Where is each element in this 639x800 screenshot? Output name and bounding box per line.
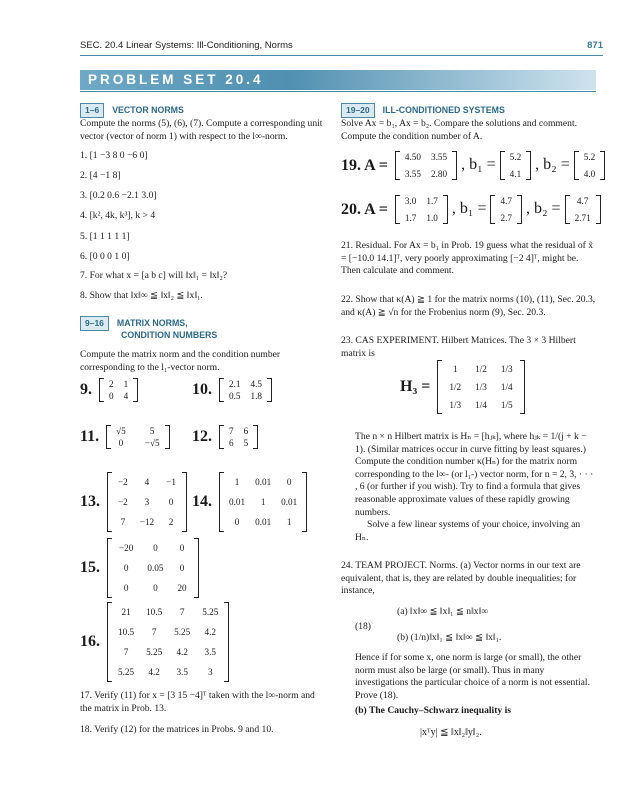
section-intro-matrix-norms: Compute the matrix norm and the condition number corresponding to the l₁-vector norm.	[80, 349, 281, 373]
problem-24-intro: 24. TEAM PROJECT. Norms. (a) Vector norms in our text are equivalent, that is, they are related by double inequalities; for instance,	[341, 560, 581, 597]
problem-8: 8. Show that ‖x‖∞ ≦ ‖x‖₂ ≦ ‖x‖₁.	[80, 290, 203, 301]
equation-18a: (a) ‖x‖∞ ≦ ‖x‖₁ ≦ n‖x‖∞	[397, 606, 489, 617]
vector-20-b2: 4.7 2.71	[565, 195, 601, 224]
problem-13: 13. −2 4 −1 −2 3 0 7 −12 2	[80, 472, 187, 532]
section-intro-vector-norms: Compute the norms (5), (6), (7). Compute a corresponding unit vector (vector of norm 1) with respect to the l∞-norm.	[80, 118, 323, 142]
problem-23-intro: 23. CAS EXPERIMENT. Hilbert Matrices. The 3 × 3 Hilbert matrix is	[341, 335, 576, 359]
problem-10: 10. 2.1 4.5 0.5 1.8	[192, 378, 272, 402]
problem-11: 11. √5 5 0 −√5	[80, 425, 170, 449]
problem-15: 15. −20 0 0 0 0.05 0 0 0 20	[80, 538, 199, 598]
matrix-12: 7 6 6 5	[219, 425, 258, 449]
equation-number: (18)	[355, 621, 371, 632]
hilbert-matrix: H₃ = 1 1/2 1/3 1/2 1/3 1/4 1/3 1/4 1/5	[400, 360, 525, 414]
problem-9: 9. 2 1 0 4	[80, 378, 138, 402]
header-section: SEC. 20.4 Linear Systems: Ill-Conditioning, Norms	[80, 40, 293, 51]
matrix-10: 2.1 4.5 0.5 1.8	[219, 378, 272, 402]
matrix-9: 2 1 0 4	[99, 378, 138, 402]
problem-2: 2. [4 −1 8]	[80, 170, 121, 181]
problem-4: 4. [k², 4k, k³], k > 4	[80, 210, 156, 221]
section-title-ill-conditioned: ILL-CONDITIONED SYSTEMS	[382, 105, 505, 115]
equation-18b: (b) (1/n)‖x‖₁ ≦ ‖x‖∞ ≦ ‖x‖₁.	[397, 632, 502, 643]
matrix-11: √5 5 0 −√5	[106, 425, 169, 449]
vector-20-b1: 4.7 2.7	[490, 195, 521, 224]
problem-24-body: Hence if for some x, one norm is large (or small), the other norm must also be large (or small). Thus in many investigations the particular choice of a norm is not essential. Prove (18).	[355, 652, 590, 701]
running-header	[80, 36, 603, 54]
vector-19-b2: 5.2 4.0	[574, 151, 605, 180]
section-range-9-16: 9–16	[80, 316, 109, 331]
matrix-14: 1 0.01 0 0.01 1 0.01 0 0.01 1	[219, 472, 307, 532]
cauchy-schwarz-equation: |xᵀy| ≦ ‖x‖₂‖y‖₂.	[420, 727, 482, 738]
problem-3: 3. [0.2 0.6 −2.1 3.0]	[80, 190, 157, 201]
problem-12: 12. 7 6 6 5	[192, 425, 258, 449]
problem-19: 19. A = 4.50 3.55 3.55 2.80 , b₁ = 5.2 4.1 , b₂ = 5.2 4.0	[341, 151, 605, 180]
matrix-H3: 1 1/2 1/3 1/2 1/3 1/4 1/3 1/4 1/5	[437, 360, 524, 414]
problem-5: 5. [1 1 1 1 1]	[80, 231, 130, 242]
problem-17: 17. Verify (11) for x = [3 15 −4]ᵀ taken with the l∞-norm and the matrix in Prob. 13.	[80, 690, 315, 714]
section-title-condition-numbers: CONDITION NUMBERS	[121, 330, 218, 340]
problem-set-banner	[80, 70, 596, 90]
matrix-15: −20 0 0 0 0.05 0 0 0 20	[107, 538, 199, 598]
matrix-16: 21 10.5 7 5.25 10.5 7 5.25 4.2 7 5.25 4.2 3.5 5.25 4.2 3.5 3	[107, 602, 229, 682]
section-title-matrix-norms: MATRIX NORMS,	[116, 318, 188, 328]
problem-23-body: The n × n Hilbert matrix is Hₙ = [hⱼₖ], where hⱼₖ = 1/(j + k − 1). (Similar matrices occur in curve fitting by least squares.) Compute the condition number κ(Hₙ) for the matrix norm corresponding to the l∞- (or l₁-) vector norm, for n = 2, 3, · · · , 6 (or further if you wish). Try to find a formula that gives reasonable approximate values of these rapidly growing numbers. Solve a few linear systems of your choice, involving an Hₙ.	[355, 431, 594, 543]
section-intro-ill-conditioned: Solve Ax = b₁, Ax = b₂. Compare the solutions and comment. Compute the condition number of A.	[341, 118, 578, 142]
banner-rule	[80, 91, 596, 92]
header-rule	[80, 55, 603, 56]
banner-title: PROBLEM SET 20.4	[88, 72, 264, 87]
vector-19-b1: 5.2 4.1	[500, 151, 531, 180]
problem-22: 22. Show that κ(A) ≧ 1 for the matrix norms (10), (11), Sec. 20.3, and κ(A) ≧ √n for the Frobenius norm (9), Sec. 20.3.	[341, 294, 596, 318]
problem-6: 6. [0 0 0 1 0]	[80, 251, 130, 262]
problem-14: 14. 1 0.01 0 0.01 1 0.01 0 0.01 1	[192, 472, 307, 532]
section-range-1-6: 1–6	[80, 103, 104, 118]
section-title-vector-norms: VECTOR NORMS	[112, 105, 184, 115]
matrix-20-A: 3.0 1.7 1.7 1.0	[395, 195, 448, 224]
problem-1: 1. [1 −3 8 0 −6 0]	[80, 150, 148, 161]
problem-7: 7. For what x = [a b c] will ‖x‖₁ = ‖x‖₂?	[80, 270, 228, 281]
problem-21: 21. Residual. For Ax = b₁ in Prob. 19 guess what the residual of x̃ = [−10.0 14.1]ᵀ, very poorly approximating [−2 4]ᵀ, might be. Then calculate and comment.	[341, 240, 594, 277]
matrix-19-A: 4.50 3.55 3.55 2.80	[395, 151, 457, 180]
problem-18: 18. Verify (12) for the matrices in Probs. 9 and 10.	[80, 724, 274, 735]
page-number: 871	[587, 40, 603, 51]
problem-20: 20. A = 3.0 1.7 1.7 1.0 , b₁ = 4.7 2.7 , b₂ = 4.7 2.71	[341, 195, 601, 224]
problem-16: 16. 21 10.5 7 5.25 10.5 7 5.25 4.2 7 5.25 4.2 3.5 5.25 4.2 3.5 3	[80, 602, 229, 682]
section-range-19-20: 19–20	[341, 103, 375, 118]
problem-24-b: (b) The Cauchy–Schwarz inequality is	[355, 705, 512, 716]
matrix-13: −2 4 −1 −2 3 0 7 −12 2	[107, 472, 187, 532]
